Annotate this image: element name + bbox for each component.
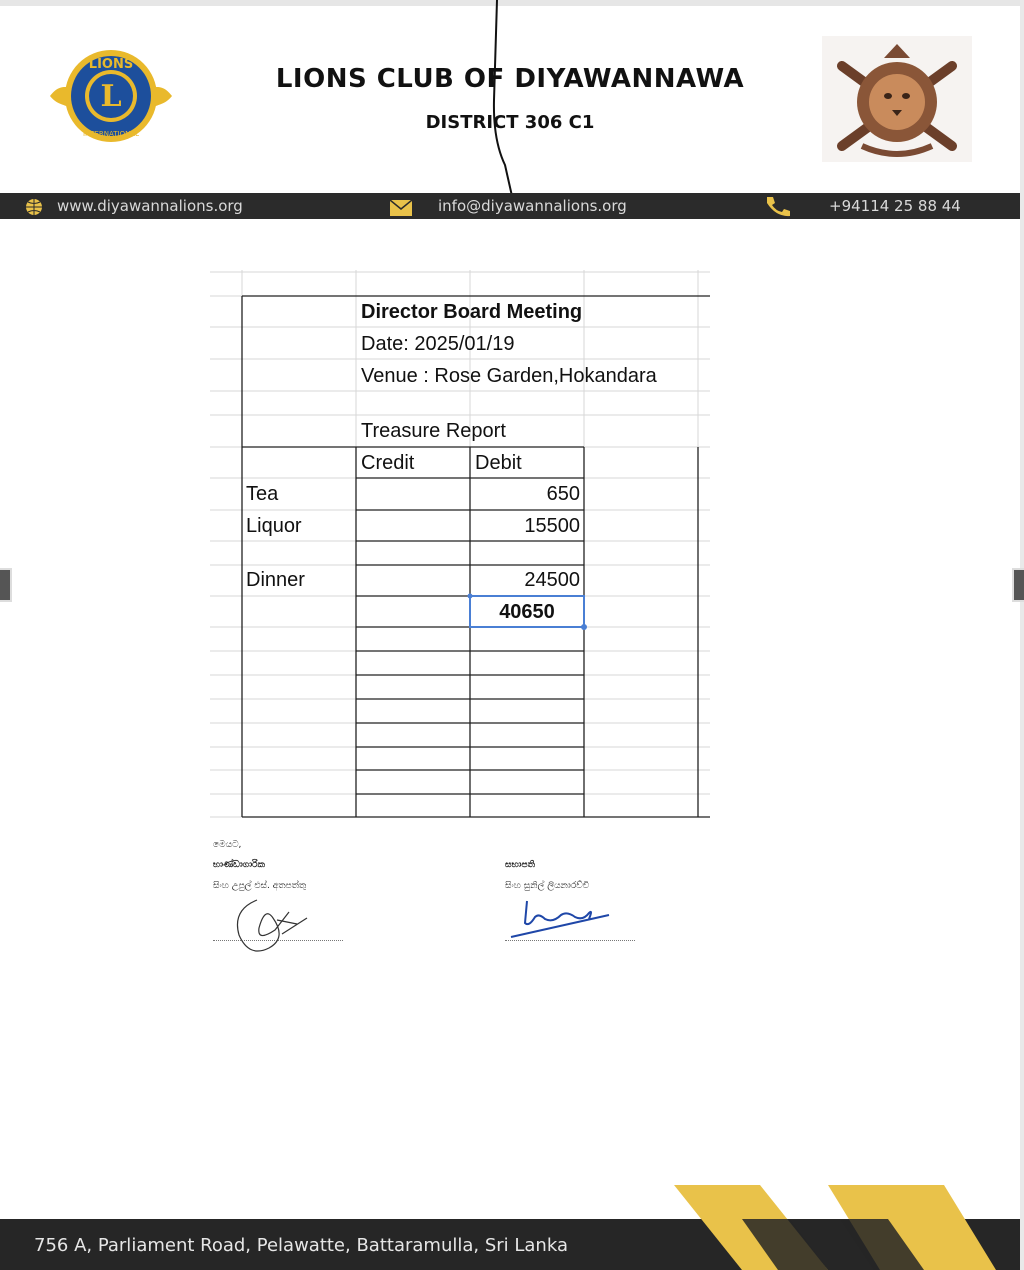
president-name: සිංහ සුනිල් ලියනාරච්චි (505, 881, 590, 891)
signature-block (205, 835, 725, 965)
debit-tea[interactable]: 650 (546, 483, 580, 505)
page-right-edge (1020, 0, 1024, 1270)
page-handle-right[interactable] (1012, 568, 1024, 602)
phone-icon (764, 195, 792, 217)
footer-gold-stripes (660, 1185, 1024, 1270)
credit-header[interactable]: Credit (361, 452, 415, 474)
logo-top-text: LIONS (88, 57, 134, 72)
report-title: Treasure Report (361, 420, 506, 442)
email-link[interactable]: info@diyawannalions.org (438, 197, 627, 215)
debit-header[interactable]: Debit (475, 452, 522, 474)
meeting-date: Date: 2025/01/19 (361, 333, 515, 355)
page-handle-left[interactable] (0, 568, 12, 602)
lion-crest-logo (822, 36, 972, 162)
club-name: LIONS CLUB OF DIYAWANNAWA (275, 64, 745, 94)
salutation: මෙයට, (213, 840, 242, 850)
debit-liquor[interactable]: 15500 (524, 515, 580, 537)
contact-bar (0, 193, 1020, 219)
treasurer-sign-line (213, 940, 343, 941)
footer-address: 756 A, Parliament Road, Pelawatte, Battaramulla, Sri Lanka (34, 1235, 568, 1256)
mail-icon (390, 200, 412, 216)
logo-letter: L (100, 79, 122, 114)
debit-dinner[interactable]: 24500 (524, 569, 580, 591)
page-top-edge (0, 0, 1024, 6)
meeting-venue: Venue : Rose Garden,Hokandara (361, 365, 657, 387)
debit-total[interactable]: 40650 (499, 601, 555, 623)
logo-bottom-text: INTERNATIONAL (82, 130, 140, 138)
president-signature (505, 893, 615, 943)
item-tea[interactable]: Tea (246, 483, 279, 505)
globe-icon (24, 197, 44, 217)
phone-number[interactable]: +94114 25 88 44 (829, 197, 961, 215)
item-dinner[interactable]: Dinner (246, 569, 305, 591)
item-liquor[interactable]: Liquor (246, 515, 302, 537)
president-title: සභාපති (505, 860, 535, 870)
website-link[interactable]: www.diyawannalions.org (57, 197, 243, 215)
meeting-title: Director Board Meeting (361, 301, 583, 323)
treasure-report-sheet (210, 270, 710, 820)
treasurer-title: භාණ්ඩාගාරික (213, 860, 265, 870)
lions-international-logo (44, 40, 178, 152)
fill-handle (581, 624, 587, 630)
president-sign-line (505, 940, 635, 941)
treasurer-name: සිංහ උපුල් එස්. අතපත්තු (213, 881, 307, 891)
treasurer-signature (227, 890, 317, 960)
district-label: DISTRICT 306 C1 (425, 112, 595, 133)
